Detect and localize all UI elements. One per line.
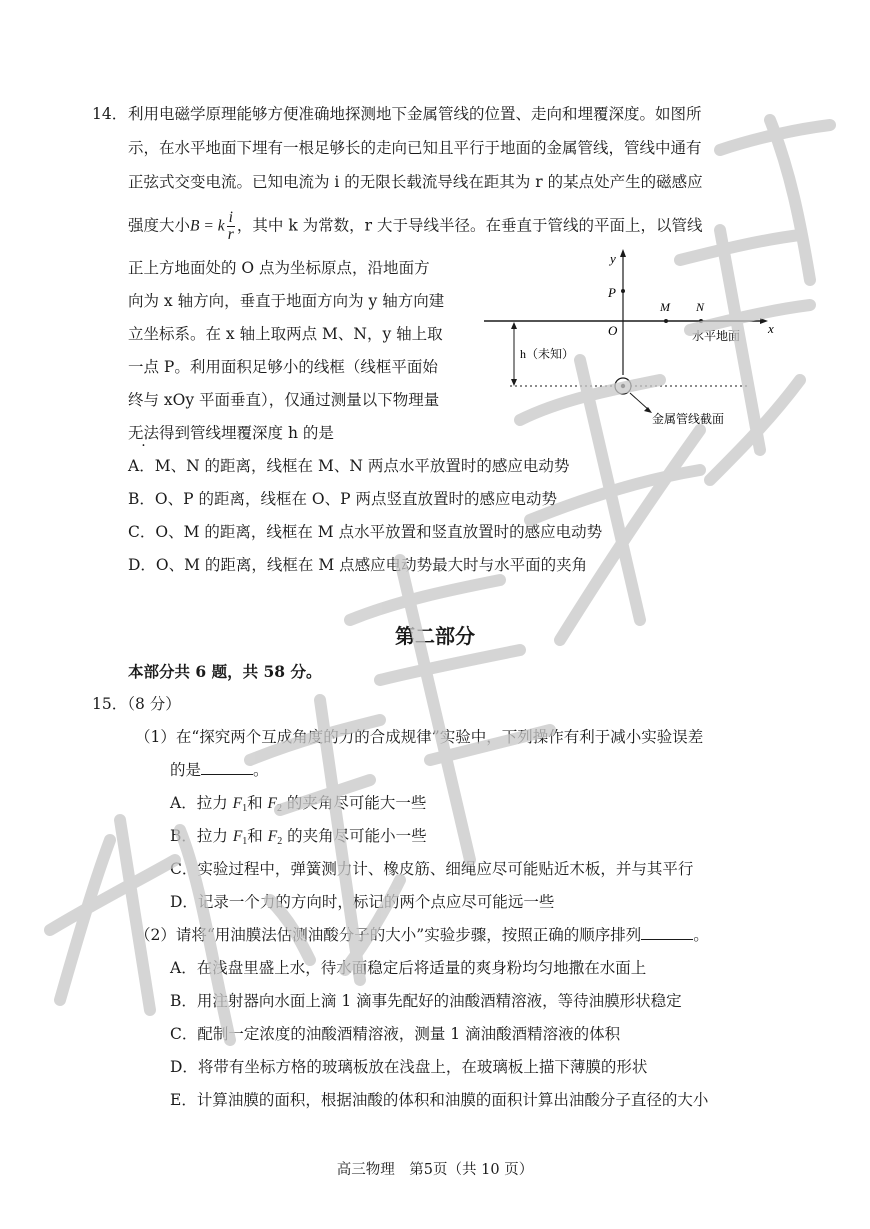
q15-part1-period: 。 [253, 761, 269, 779]
f1-subscript: 1 [242, 803, 248, 814]
f1-subscript: 1 [242, 836, 248, 847]
o-label: O [608, 323, 618, 338]
q15-part1-option-a [170, 793, 426, 819]
answer-blank-2[interactable] [641, 925, 693, 940]
q14-left-col-5: 终与 xOy 平面垂直），仅通过测量以下物理量 [128, 391, 440, 409]
q15-part1-option-d: D．记录一个力的方向时，标记的两个点应尽可能远一些 [170, 893, 555, 911]
q14-left-col-4: 一点 P。利用面积足够小的线框（线框平面始 [128, 358, 438, 376]
q15-part2-stem: （2）请将“用油膜法估测油酸分子的大小”实验步骤，按照正确的顺序排列 [135, 926, 642, 944]
x-axis-label: x [768, 321, 774, 336]
q15-part1-option-b [170, 826, 427, 852]
n-label: N [696, 300, 705, 314]
q15-part2-option-b: B．用注射器向水面上滴 1 滴事先配好的油酸酒精溶液，等待油膜形状稳定 [170, 992, 682, 1010]
answer-blank-1[interactable] [201, 760, 253, 775]
f2-symbol: F [267, 795, 277, 812]
q14-question-rest: 得到管线埋覆深度 h 的是 [159, 424, 334, 442]
pipe-center-dot [621, 384, 625, 388]
q14-line-4-prefix: 强度大小 [128, 216, 191, 235]
page-footer: 高三物理 第5页（共 10 页） [336, 1162, 534, 1178]
f2-subscript: 2 [277, 836, 283, 847]
h-arrow-top [511, 322, 517, 329]
m-label: M [660, 300, 670, 314]
q14-left-col-1: 正上方地面处的 O 点为坐标原点，沿地面方 [128, 259, 430, 277]
q14-number: 14． [92, 105, 128, 123]
y-axis-arrow [620, 249, 626, 257]
h-label: h（未知） [520, 347, 575, 361]
pipe-label: 金属管线截面 [652, 412, 725, 426]
q14-line-4 [128, 210, 702, 243]
point-n [699, 319, 703, 323]
option-a-mid: 和 [247, 794, 268, 812]
q14-left-col-3: 立坐标系。在 x 轴上取两点 M、N，y 轴上取 [128, 325, 443, 343]
q14-option-a: A．M、N 的距离，线框在 M、N 两点水平放置时的感应电动势 [128, 457, 570, 475]
q14-line-1: 利用电磁学原理能够方便准确地探测地下金属管线的位置、走向和埋覆深度。如图所 [128, 105, 702, 123]
q15-part2-option-d: D．将带有坐标方格的玻璃板放在浅盘上，在玻璃板上描下薄膜的形状 [170, 1058, 648, 1076]
q15-part2-option-c: C．配制一定浓度的油酸酒精溶液，测量 1 滴油酸酒精溶液的体积 [170, 1025, 621, 1043]
q14-option-d: D．O、M 的距离，线框在 M 点感应电动势最大时与水平面的夹角 [128, 556, 588, 574]
point-m [664, 319, 668, 323]
formula-fraction [227, 210, 235, 243]
option-b-post: 的夹角尽可能小一些 [282, 827, 427, 845]
q14-option-c: C．O、M 的距离，线框在 M 点水平放置和竖直放置时的感应电动势 [128, 523, 603, 541]
q15-part1-line2 [170, 760, 269, 780]
q15-part2-period: 。 [693, 926, 709, 944]
x-axis-arrow [760, 318, 768, 324]
ground-label: 水平地面 [692, 329, 741, 343]
q15-part2-line [135, 925, 709, 945]
q14-line-3: 正弦式交变电流。已知电流为 i 的无限长载流导线在距其为 r 的某点处产生的磁感应 [128, 173, 703, 191]
q15-part2-option-a: A．在浅盘里盛上水，待水面稳定后将适量的爽身粉均匀地撒在水面上 [170, 959, 647, 977]
q14-line-2: 示，在水平地面下埋有一根足够长的走向已知且平行于地面的金属管线，管线中通有 [128, 139, 702, 157]
emphasis-wufa: 无法 [128, 424, 160, 442]
f1-symbol: F [232, 828, 243, 845]
point-p [621, 289, 625, 293]
option-b-pre: B．拉力 [170, 827, 233, 845]
q15-part1-stem: 的是 [170, 761, 202, 779]
q14-left-col-2: 向为 x 轴方向，垂直于地面方向为 y 轴方向建 [128, 292, 445, 310]
pipe-pointer-arrow [644, 407, 652, 413]
q15-part1-option-c: C．实验过程中，弹簧测力计、橡皮筋、细绳应尽可能贴近木板，并与其平行 [170, 860, 694, 878]
section-title: 第二部分 [395, 624, 475, 648]
formula-numerator: i [228, 209, 233, 226]
option-a-post: 的夹角尽可能大一些 [282, 794, 427, 812]
f2-symbol: F [267, 828, 278, 845]
f1-symbol: F [232, 795, 243, 812]
q14-left-col-6 [128, 423, 334, 443]
q15-header: 15．（8 分） [92, 695, 181, 713]
y-axis-label: y [610, 251, 616, 266]
option-a-pre: A．拉力 [170, 794, 233, 812]
h-arrow-bottom [511, 379, 517, 386]
q15-part2-option-e: E．计算油膜的面积，根据油酸的体积和油膜的面积计算出油酸分子直径的大小 [170, 1091, 709, 1109]
option-b-mid: 和 [247, 827, 268, 845]
coordinate-figure [480, 245, 790, 435]
q14-line-4-suffix: ，其中 k 为常数，r 大于导线半径。在垂直于管线的平面上，以管线 [236, 216, 703, 235]
f2-subscript: 2 [277, 803, 282, 814]
q15-part1-line1: （1）在“探究两个互成角度的力的合成规律”实验中，下列操作有利于减小实验误差 [135, 728, 704, 746]
p-label: P [608, 285, 616, 300]
formula-denominator: r [227, 226, 234, 243]
q14-option-b: B．O、P 的距离，线框在 O、P 两点竖直放置时的感应电动势 [128, 490, 557, 508]
section-intro: 本部分共 6 题，共 58 分。 [128, 662, 322, 681]
formula-lhs: B = k [190, 217, 225, 235]
